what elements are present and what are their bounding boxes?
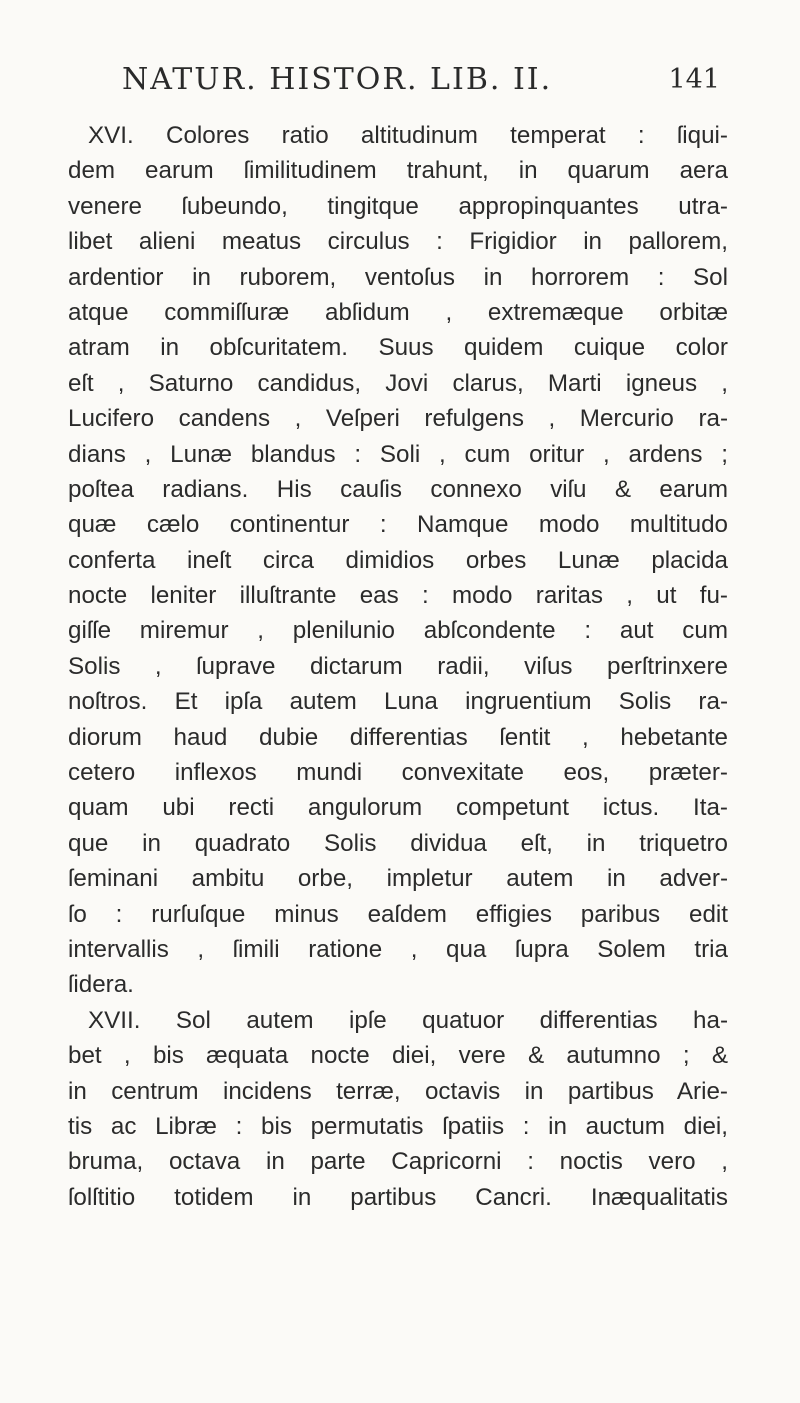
text-line: poſtea radians. His cauſis connexo viſu & earum xyxy=(68,475,728,503)
text-line: libet alieni meatus circulus : Frigidior in pallorem, xyxy=(68,228,728,256)
text-line: que in quadrato Solis dividua eſt, in triquetro xyxy=(68,829,728,857)
text-line: atque commiſſuræ abſidum , extremæque orbitæ xyxy=(68,298,728,326)
text-line: XVII. Sol autem ipſe quatuor differentias ha- xyxy=(88,1006,728,1034)
text-line: diorum haud dubie differentias ſentit , hebetante xyxy=(68,723,728,751)
text-line: nocte leniter illuſtrante eas : modo raritas , ut fu- xyxy=(68,582,728,610)
text-line: ſo : rurſuſque minus eaſdem effigies paribus edit xyxy=(68,900,728,928)
text-line: eſt , Saturno candidus, Jovi clarus, Marti igneus , xyxy=(68,369,728,397)
text-line: ſidera. xyxy=(68,971,134,999)
text-line: in centrum incidens terræ, octavis in partibus Arie- xyxy=(68,1077,728,1105)
text-line: Lucifero candens , Veſperi refulgens , Mercurio ra- xyxy=(68,405,728,433)
text-line: XVI. Colores ratio altitudinum temperat : ſiqui- xyxy=(88,122,728,149)
text-line: intervallis , ſimili ratione , qua ſupra Solem tria xyxy=(68,935,728,963)
text-line: cetero inflexos mundi convexitate eos, præter- xyxy=(68,759,728,787)
text-line: dians , Lunæ blandus : Soli , cum oritur , ardens ; xyxy=(68,440,728,468)
text-line: Solis , ſuprave dictarum radii, viſus perſtrinxere xyxy=(68,652,728,680)
text-line: bruma, octava in parte Capricorni : noctis vero , xyxy=(68,1148,728,1176)
body-text xyxy=(68,118,728,1215)
text-line: bet , bis æquata nocte diei, vere & autumno ; & xyxy=(68,1042,728,1070)
text-line: ſolſtitio totidem in partibus Cancri. Inæqualitatis xyxy=(68,1183,728,1211)
text-line: ſeminani ambitu orbe, impletur autem in adver- xyxy=(68,865,728,893)
text-line: dem earum ſimilitudinem trahunt, in quarum aera xyxy=(68,157,728,185)
text-line: giſſe miremur , plenilunio abſcondente : aut cum xyxy=(68,617,728,645)
text-line: noſtros. Et ipſa autem Luna ingruentium Solis ra- xyxy=(68,688,728,716)
page-number: 141 xyxy=(668,64,720,95)
text-line: ardentior in ruborem, ventoſus in horrorem : Sol xyxy=(68,263,728,291)
text-line: atram in obſcuritatem. Suus quidem cuique color xyxy=(68,334,728,362)
text-line: tis ac Libræ : bis permutatis ſpatiis : in auctum diei, xyxy=(68,1112,728,1140)
page-header xyxy=(122,62,720,102)
text-line: conferta ineſt circa dimidios orbes Lunæ placida xyxy=(68,546,728,574)
text-line: quam ubi recti angulorum competunt ictus. Ita- xyxy=(68,794,728,822)
text-line: quæ cælo continentur : Namque modo multitudo xyxy=(68,511,728,539)
text-line: venere ſubeundo, tingitque appropinquantes utra- xyxy=(68,192,728,220)
running-head: NATUR. HISTOR. LIB. II. xyxy=(122,62,553,97)
